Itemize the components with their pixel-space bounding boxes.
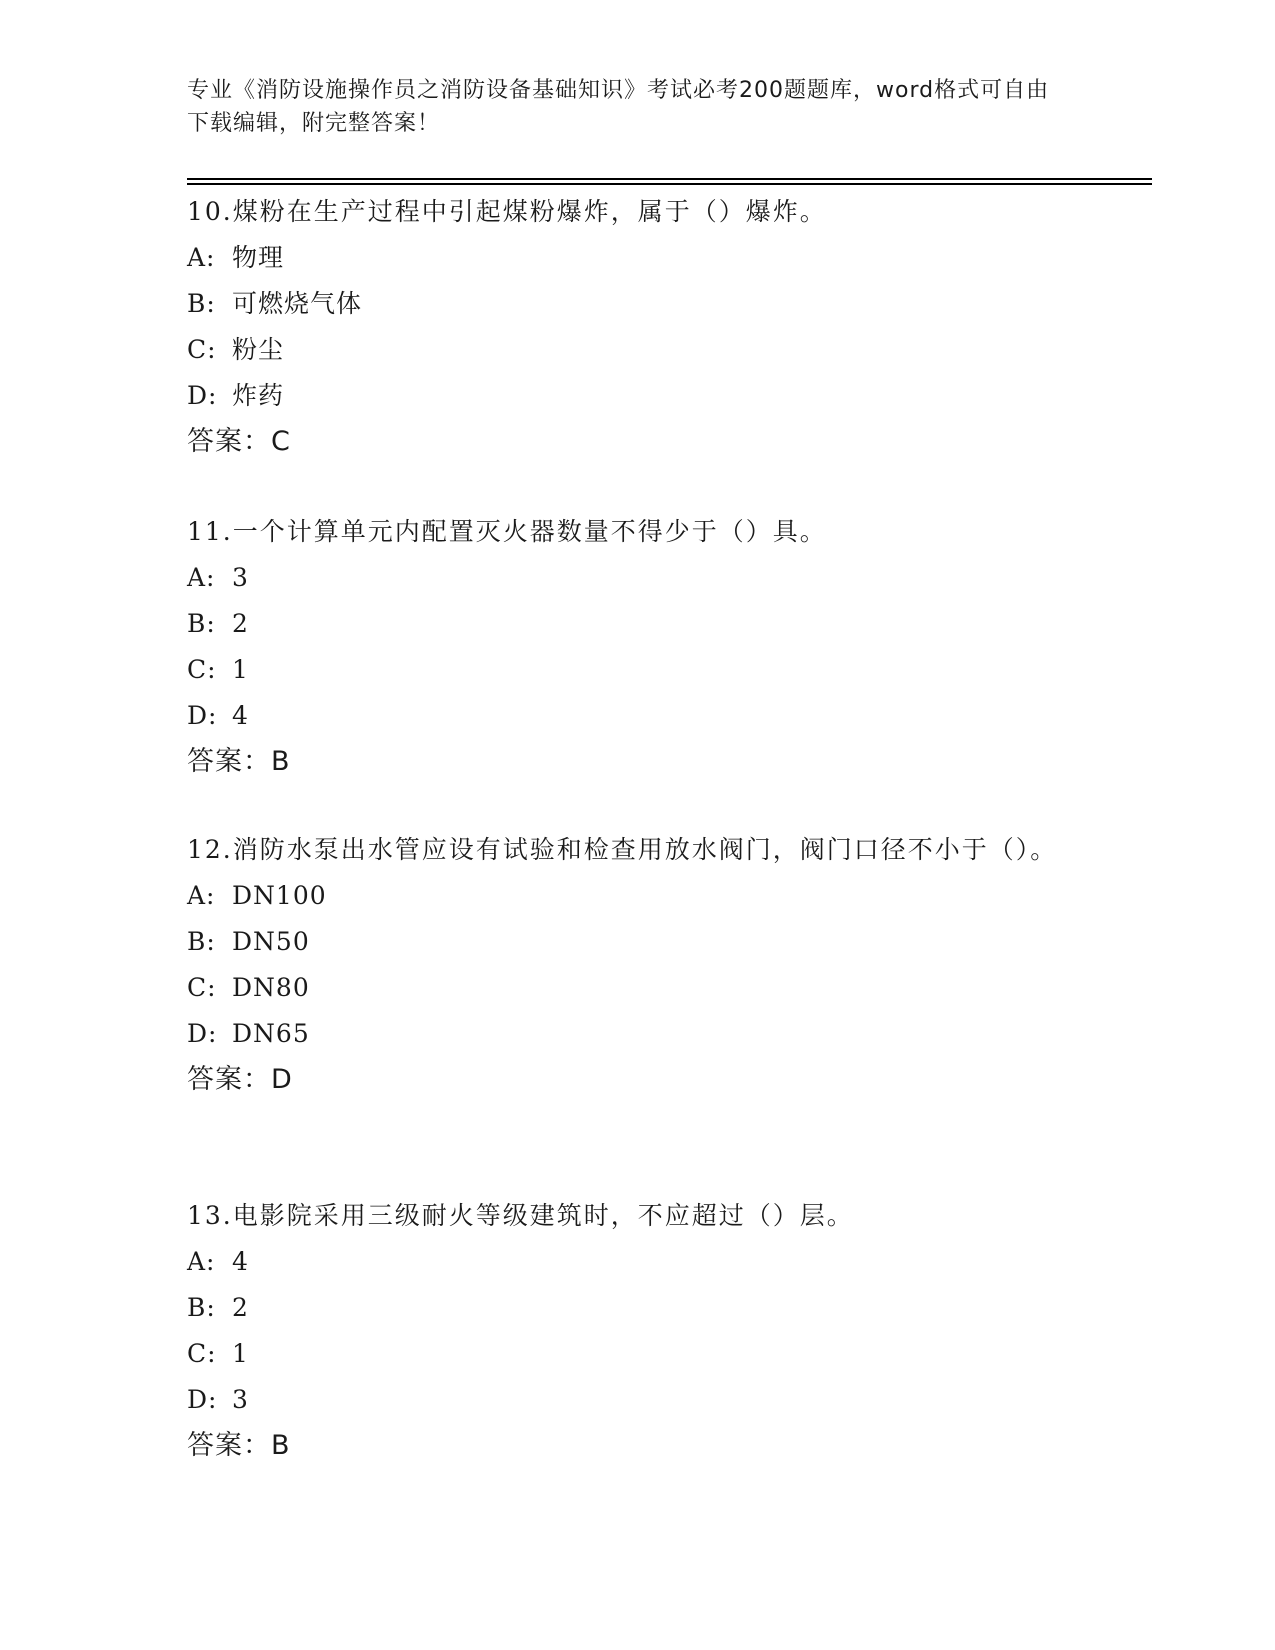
option-a	[187, 1239, 1087, 1285]
option-value: 物理	[232, 243, 285, 272]
header-divider-top	[187, 178, 1152, 180]
option-c	[187, 965, 1087, 1011]
option-value: 2	[232, 609, 249, 638]
answer-label: 答案：	[187, 746, 271, 777]
option-value: 可燃烧气体	[232, 289, 363, 318]
option-key: D:	[187, 701, 218, 730]
option-d	[187, 1011, 1087, 1057]
answer-line	[187, 1423, 1087, 1469]
option-key: B:	[187, 609, 216, 638]
header-divider-bottom	[187, 183, 1152, 185]
option-value: 2	[232, 1293, 249, 1322]
option-a	[187, 235, 1087, 281]
question-11	[187, 509, 1087, 785]
option-key: C:	[187, 1339, 217, 1368]
question-13	[187, 1193, 1087, 1469]
option-value: DN80	[232, 973, 310, 1002]
question-text: 10.煤粉在生产过程中引起煤粉爆炸，属于（）爆炸。	[187, 197, 827, 226]
option-key: A:	[187, 881, 216, 910]
document-header: 专业《消防设施操作员之消防设备基础知识》考试必考200题题库，word格式可自由下载编辑，附完整答案！	[187, 78, 1050, 136]
option-key: B:	[187, 289, 216, 318]
option-b	[187, 1285, 1087, 1331]
answer-value: C	[271, 426, 291, 457]
question-12	[187, 827, 1087, 1103]
answer-value: B	[271, 1430, 291, 1461]
option-d	[187, 1377, 1087, 1423]
option-value: 粉尘	[232, 335, 285, 364]
option-key: C:	[187, 973, 217, 1002]
option-d	[187, 373, 1087, 419]
option-b	[187, 919, 1087, 965]
option-value: DN50	[232, 927, 310, 956]
answer-line	[187, 1057, 1087, 1103]
option-value: 1	[232, 1339, 249, 1368]
option-key: C:	[187, 335, 217, 364]
option-c	[187, 647, 1087, 693]
option-value: 3	[232, 563, 249, 592]
option-value: 4	[232, 1247, 249, 1276]
answer-value: D	[271, 1064, 293, 1095]
answer-line	[187, 739, 1087, 785]
option-value: 炸药	[232, 381, 285, 410]
question-text: 13.电影院采用三级耐火等级建筑时，不应超过（）层。	[187, 1201, 854, 1230]
option-b	[187, 601, 1087, 647]
option-a	[187, 873, 1087, 919]
option-key: A:	[187, 563, 216, 592]
option-c	[187, 327, 1087, 373]
option-value: DN100	[232, 881, 327, 910]
option-key: D:	[187, 381, 218, 410]
option-value: 3	[232, 1385, 249, 1414]
option-b	[187, 281, 1087, 327]
question-text: 12.消防水泵出水管应设有试验和检查用放水阀门，阀门口径不小于（）。	[187, 835, 1058, 864]
answer-label: 答案：	[187, 1064, 271, 1095]
option-key: A:	[187, 243, 216, 272]
option-a	[187, 555, 1087, 601]
answer-label: 答案：	[187, 1430, 271, 1461]
option-key: C:	[187, 655, 217, 684]
question-10	[187, 189, 1087, 465]
option-key: A:	[187, 1247, 216, 1276]
option-value: 1	[232, 655, 249, 684]
answer-value: B	[271, 746, 291, 777]
option-key: B:	[187, 927, 216, 956]
option-key: D:	[187, 1385, 218, 1414]
answer-line	[187, 419, 1087, 465]
question-text: 11.一个计算单元内配置灭火器数量不得少于（）具。	[187, 517, 827, 546]
option-d	[187, 693, 1087, 739]
option-value: DN65	[232, 1019, 310, 1048]
answer-label: 答案：	[187, 426, 271, 457]
option-key: D:	[187, 1019, 218, 1048]
option-c	[187, 1331, 1087, 1377]
option-key: B:	[187, 1293, 216, 1322]
option-value: 4	[232, 701, 249, 730]
